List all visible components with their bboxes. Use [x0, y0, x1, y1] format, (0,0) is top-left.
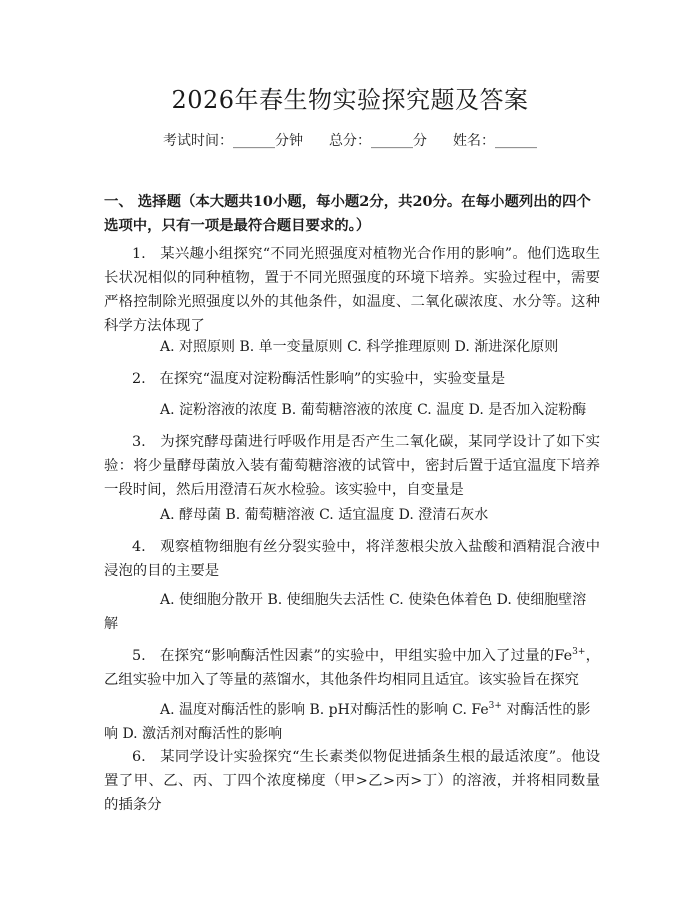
question-2-options: A. 淀粉溶液的浓度 B. 葡萄糖溶液的浓度 C. 温度 D. 是否加入淀粉酶 [160, 402, 587, 418]
question-5 [104, 640, 600, 692]
question-text: 在探究“影响酶活性因素”的实验中，甲组实验中加入了过量的Fe [160, 648, 573, 664]
question-5-options [104, 694, 600, 746]
question-number: 5. [132, 648, 146, 664]
student-name-field: 姓名：______ [453, 133, 537, 149]
question-text: 为探究酵母菌进行呼吸作用是否产生二氧化碳，某同学设计了如下实验：将少量酵母菌放入装有葡萄糖溶液的试管中，密封后置于适宜温度下培养一段时间，然后用澄清石灰水检验。该实验中，自变量是 [104, 434, 600, 498]
exam-time-field: 考试时间：______分钟 [163, 133, 303, 149]
question-text: 某兴趣小组探究“不同光照强度对植物光合作用的影响”。他们选取生长状况相似的同种植物，置于不同光照强度的环境下培养。实验过程中，需要严格控制除光照强度以外的其他条件，如温度、二氧化碳浓度、水分等。这种科学方法体现了 [104, 246, 600, 334]
question-text: 观察植物细胞有丝分裂实验中，将洋葱根尖放入盐酸和酒精混合液中浸泡的目的主要是 [104, 539, 600, 579]
option-text: 对酶活性的影响 D. 激活剂对酶活性的影响 [104, 702, 591, 742]
option-text: A. 温度对酶活性的影响 B. pH对酶活性的影响 C. Fe [160, 702, 489, 718]
question-1-options: A. 对照原则 B. 单一变量原则 C. 科学推理原则 D. 渐进深化原则 [160, 339, 559, 355]
question-text: 在探究“温度对淀粉酶活性影响”的实验中，实验变量是 [159, 371, 506, 387]
question-6 [104, 745, 600, 817]
question-number: 4. [132, 539, 146, 555]
question-text: 某同学设计实验探究“生长素类似物促进插条生根的最适浓度”。他设置了甲、乙、丙、丁四个浓度梯度（甲>乙>丙>丁）的溶液，并将相同数量的插条分 [104, 749, 600, 813]
exam-meta-line [0, 131, 700, 151]
superscript: 3+ [488, 701, 502, 711]
question-number: 3. [132, 434, 146, 450]
question-number: 6. [132, 749, 146, 765]
question-1 [104, 242, 600, 338]
question-4 [104, 535, 600, 583]
question-3-options: A. 酵母菌 B. 葡萄糖溶液 C. 适宜温度 D. 澄清石灰水 [160, 507, 489, 523]
total-score-field: 总分：______分 [329, 133, 427, 149]
superscript: 3+ [572, 647, 586, 657]
question-number: 2. [132, 371, 146, 387]
question-number: 1. [132, 246, 146, 262]
question-3 [104, 430, 600, 502]
question-text: ，乙组实验中加入了等量的蒸馏水，其他条件均相同且适宜。该实验旨在探究 [104, 648, 600, 688]
question-4-options: A. 使细胞分散开 B. 使细胞失去活性 C. 使染色体着色 D. 使细胞壁溶解 [104, 592, 587, 632]
section-heading: 一、 选择题（本大题共10小题，每小题2分，共20分。在每小题列出的四个选项中，只有一项是最符合题目要求的。） [104, 193, 591, 234]
document-title: 2026年春生物实验探究题及答案 [171, 86, 529, 114]
question-2 [104, 367, 600, 391]
